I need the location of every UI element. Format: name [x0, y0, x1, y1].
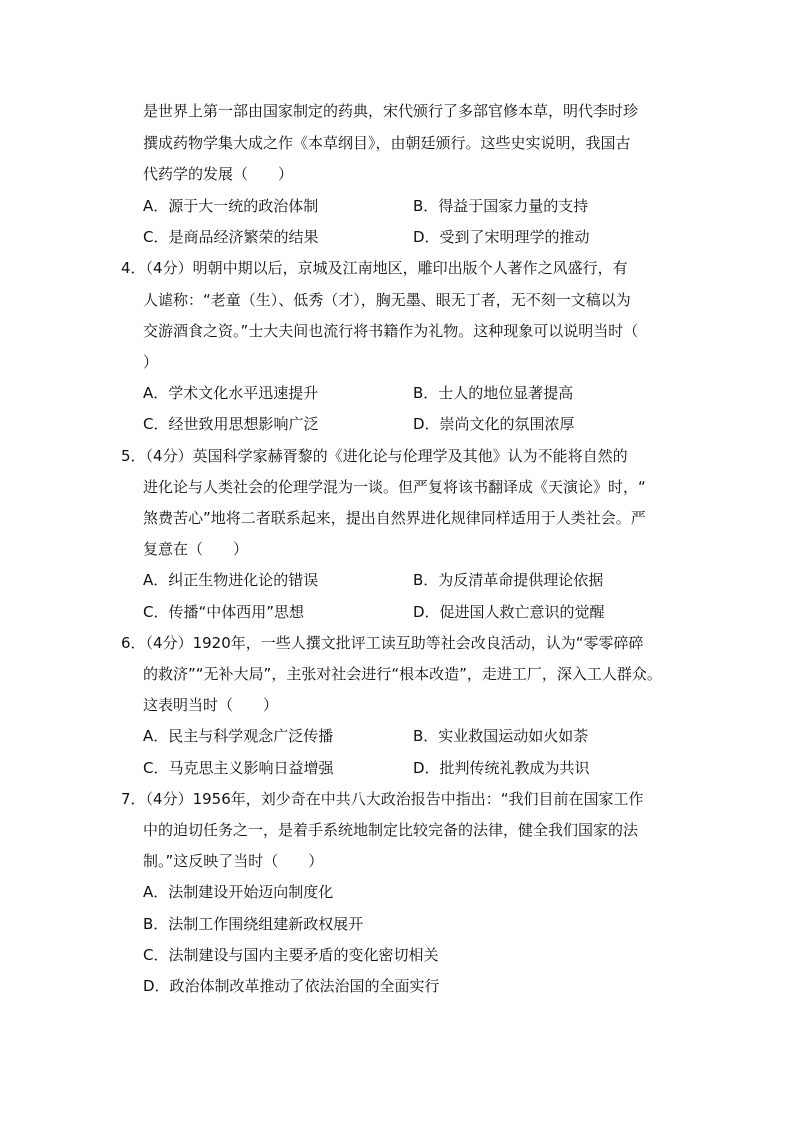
q4-option-d: D．崇尚文化的氛围浓厚 [413, 415, 575, 433]
q5-option-b: B．为反清革命提供理论依据 [413, 571, 604, 589]
q3-stem-line-1: 是世界上第一部由国家制定的药典，宋代颁行了多部官修本草，明代李时珍 [143, 102, 639, 120]
q3-option-c: C．是商品经济繁荣的结果 [143, 228, 319, 246]
q7-option-a: A．法制建设开始迈向制度化 [143, 883, 334, 901]
q6-option-a: A．民主与科学观念广泛传播 [143, 727, 334, 745]
q5-stem-line-3: 煞费苦心”地将二者联系起来，提出自然界进化规律同样适用于人类社会。严 [143, 509, 646, 527]
q6-stem-line-1: 6．（4分）1920年，一些人撰文批评工读互助等社会改良活动，认为“零零碎碎 [121, 634, 644, 652]
q7-stem-line-2: 中的迫切任务之一，是着手系统地制定比较完备的法律，健全我们国家的法 [143, 821, 639, 839]
q3-stem-line-2: 撰成药物学集大成之作《本草纲目》，由朝廷颁行。这些史实说明，我国古 [143, 134, 631, 152]
q4-option-b: B．士人的地位显著提高 [413, 384, 574, 402]
q7-stem-line-1: 7．（4分）1956年，刘少奇在中共八大政治报告中指出：“我们目前在国家工作 [121, 790, 644, 808]
q3-option-a: A．源于大一统的政治体制 [143, 197, 319, 215]
q3-stem-line-3: 代药学的发展（ ） [143, 165, 294, 183]
q5-stem-line-4: 复意在（ ） [143, 540, 249, 558]
q3-option-b: B．得益于国家力量的支持 [413, 197, 589, 215]
q5-stem-line-1: 5．（4分）英国科学家赫胥黎的《进化论与伦理学及其他》认为不能将自然的 [121, 447, 628, 465]
q7-stem-line-3: 制。”这反映了当时（ ） [143, 852, 324, 870]
q4-stem-line-4: ） [143, 353, 159, 371]
q6-stem-line-2: 的救济”“无补大局”，主张对社会进行“根本改造”，走进工厂，深入工人群众。 [143, 665, 662, 683]
q7-option-c: C．法制建设与国内主要矛盾的变化密切相关 [143, 946, 439, 964]
q6-option-b: B．实业救国运动如火如荼 [413, 727, 589, 745]
q6-stem-line-3: 这表明当时（ ） [143, 696, 279, 714]
q4-option-c: C．经世致用思想影响广泛 [143, 415, 319, 433]
q4-option-a: A．学术文化水平迅速提升 [143, 384, 319, 402]
q3-option-d: D．受到了宋明理学的推动 [413, 228, 590, 246]
q5-option-a: A．纠正生物进化论的错误 [143, 571, 319, 589]
q5-stem-line-2: 进化论与人类社会的伦理学混为一谈。但严复将该书翻译成《天演论》时，“ [143, 478, 646, 496]
q7-option-d: D．政治体制改革推动了依法治国的全面实行 [143, 977, 440, 995]
q4-stem-line-2: 人谑称：“老童（生）、低秀（才），胸无墨、眼无丁者，无不刻一文稿以为 [143, 291, 631, 309]
q6-option-c: C．马克思主义影响日益增强 [143, 759, 334, 777]
q7-option-b: B．法制工作围绕组建新政权展开 [143, 915, 364, 933]
q6-option-d: D．批判传统礼教成为共识 [413, 759, 590, 777]
q4-stem-line-1: 4．（4分）明朝中期以后，京城及江南地区，雕印出版个人著作之风盛行，有 [121, 259, 628, 277]
q5-option-c: C．传播“中体西用”思想 [143, 603, 305, 621]
q5-option-d: D．促进国人救亡意识的觉醒 [413, 603, 605, 621]
q4-stem-line-3: 交游酒食之资。”士大夫间也流行将书籍作为礼物。这种现象可以说明当时（ [143, 322, 639, 340]
